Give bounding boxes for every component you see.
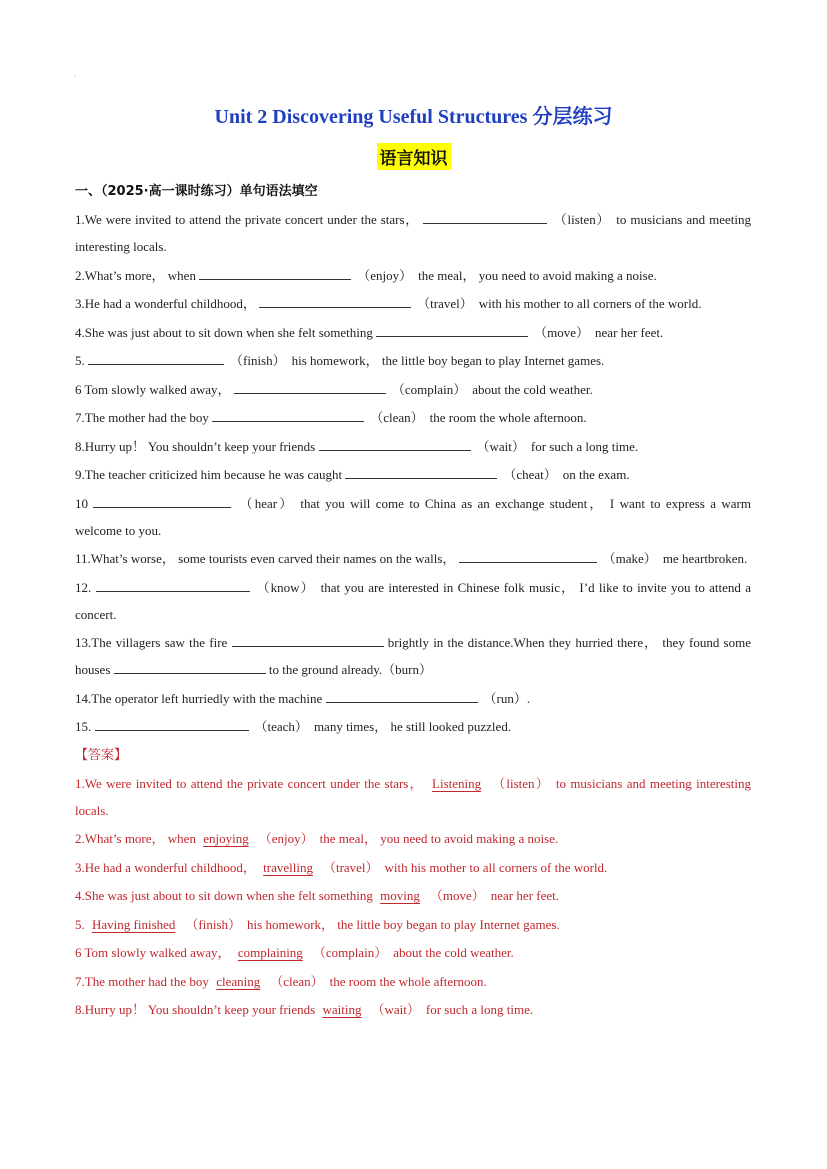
question-text: near her feet. xyxy=(595,324,664,340)
section-title: 一、（2025·高一课时练习）单句语法填空 xyxy=(75,184,318,199)
answer-hint: （complain） xyxy=(312,945,388,960)
question-text: on the exam. xyxy=(562,467,630,482)
question-text: 3.He had a wonderful childhood， xyxy=(75,296,260,311)
answer-fill: complaining xyxy=(237,945,303,960)
question-hint: （run）. xyxy=(483,690,531,706)
question-text: 7.The mother had the boy xyxy=(75,410,213,425)
question-text: me heartbroken. xyxy=(662,551,748,566)
answer-blank[interactable] xyxy=(199,263,351,280)
answer-fill: cleaning xyxy=(216,973,261,989)
exercise-content xyxy=(75,206,751,1025)
answer-fill: Having finished xyxy=(92,916,176,932)
question-text: 8.Hurry up！ You shouldn’t keep your friends xyxy=(75,438,319,454)
answer-fill: Listening xyxy=(432,775,482,791)
answer-hint: （enjoy） xyxy=(258,831,314,846)
question-hint: （travel） xyxy=(417,296,473,311)
answer-hint: （clean） xyxy=(270,973,324,989)
corner-dot: . xyxy=(74,70,76,79)
answer-text: 6 Tom slowly walked away， xyxy=(75,945,234,960)
answer-list xyxy=(75,770,751,1024)
question-text: to the ground already.（burn） xyxy=(265,662,432,677)
answer-fill: waiting xyxy=(322,1002,362,1017)
question-text: 9.The teacher criticized him because he was caught xyxy=(75,467,346,482)
answer-text: near her feet. xyxy=(490,888,559,903)
answer-item xyxy=(75,825,751,852)
answer-blank[interactable] xyxy=(88,348,224,365)
question-hint: （cheat） xyxy=(503,467,557,482)
answer-blank[interactable] xyxy=(423,207,547,224)
answer-label: 【答案】 xyxy=(75,747,128,763)
question-item xyxy=(75,574,751,628)
question-hint: （teach） xyxy=(254,719,308,734)
badge-wrap xyxy=(0,143,827,170)
answer-text: the meal， you need to avoid making a noise. xyxy=(319,831,559,846)
question-item xyxy=(75,262,751,289)
answer-fill: moving xyxy=(380,888,420,903)
question-text: with his mother to all corners of the world. xyxy=(478,296,702,311)
answer-fill: travelling xyxy=(263,859,313,875)
answer-blank[interactable] xyxy=(93,491,231,508)
answer-blank[interactable] xyxy=(326,686,478,703)
question-hint: （make） xyxy=(602,551,657,566)
answer-blank[interactable] xyxy=(234,377,386,394)
answer-hint: （listen） xyxy=(491,775,550,791)
section-badge: 语言知识 xyxy=(377,143,451,170)
question-text: his homework， the little boy began to play Internet games. xyxy=(291,353,605,368)
answer-item xyxy=(75,968,751,995)
question-text: the room the whole afternoon. xyxy=(429,410,587,425)
answer-text: 1.We were invited to attend the private concert under the stars， xyxy=(75,775,429,791)
question-item xyxy=(75,685,751,712)
answer-text: 8.Hurry up！ You shouldn’t keep your friends xyxy=(75,1002,319,1017)
question-text: 5. xyxy=(75,353,88,368)
question-text: that you will come to China as an exchange student， I want to express a warm welcome to you. xyxy=(75,495,751,538)
question-item xyxy=(75,376,751,403)
answer-blank[interactable] xyxy=(259,291,411,308)
question-text: for such a long time. xyxy=(530,438,639,454)
question-text: 11.What’s worse， some tourists even carved their names on the walls， xyxy=(75,551,459,566)
page-title: Unit 2 Discovering Useful Structures 分层练习 xyxy=(214,106,613,128)
answer-item xyxy=(75,911,751,938)
answer-item xyxy=(75,996,751,1023)
answer-item xyxy=(75,854,751,881)
question-text: 6 Tom slowly walked away， xyxy=(75,381,234,397)
answer-blank[interactable] xyxy=(319,434,471,451)
answer-hint: （move） xyxy=(429,888,485,903)
answer-text: the room the whole afternoon. xyxy=(329,973,487,989)
question-text: many times， he still looked puzzled. xyxy=(313,719,512,734)
answer-text: 4.She was just about to sit down when she felt something xyxy=(75,888,377,903)
answer-blank[interactable] xyxy=(376,320,528,337)
answer-hint: （travel） xyxy=(322,859,379,875)
answer-text: his homework， the little boy began to play Internet games. xyxy=(247,916,560,932)
question-text: brightly in the distance.When they hurried there， they found some houses xyxy=(75,635,751,677)
question-item xyxy=(75,545,751,572)
answer-text: for such a long time. xyxy=(425,1002,534,1017)
question-text: 1.We were invited to attend the private concert under the stars， xyxy=(75,212,424,227)
question-text: 13.The villagers saw the fire xyxy=(75,635,232,650)
answer-blank[interactable] xyxy=(345,462,497,479)
question-hint: （move） xyxy=(534,324,590,340)
question-hint: （listen） xyxy=(553,212,611,227)
answer-item xyxy=(75,939,751,966)
question-item xyxy=(75,206,751,260)
question-text: 14.The operator left hurriedly with the machine xyxy=(75,690,326,706)
question-item xyxy=(75,347,751,374)
question-item xyxy=(75,713,751,740)
question-text: 4.She was just about to sit down when she felt something xyxy=(75,324,377,340)
question-hint: （wait） xyxy=(476,438,525,454)
answer-blank[interactable] xyxy=(459,546,597,563)
question-hint: （complain） xyxy=(391,381,467,397)
answer-item xyxy=(75,882,751,909)
answer-blank[interactable] xyxy=(114,657,266,674)
question-text: about the cold weather. xyxy=(472,381,593,397)
question-text: 15. xyxy=(75,719,95,734)
answer-blank[interactable] xyxy=(95,714,249,731)
answer-hint: （finish） xyxy=(185,916,242,932)
answer-text: 2.What’s more， when xyxy=(75,831,200,846)
answer-text: 7.The mother had the boy xyxy=(75,973,213,989)
question-item xyxy=(75,433,751,460)
question-text: 10 xyxy=(75,495,94,511)
answer-blank[interactable] xyxy=(212,405,364,422)
question-hint: （hear） xyxy=(237,495,295,511)
answer-text: 3.He had a wonderful childhood， xyxy=(75,859,260,875)
question-item xyxy=(75,461,751,488)
question-text: 12. xyxy=(75,579,96,595)
question-text: the meal， you need to avoid making a noise. xyxy=(418,267,657,283)
question-hint: （finish） xyxy=(230,353,286,368)
question-text: that you are interested in Chinese folk music， I’d like to invite you to attend a concert. xyxy=(75,579,751,622)
answer-blank[interactable] xyxy=(232,630,384,647)
answer-text: about the cold weather. xyxy=(393,945,514,960)
question-item xyxy=(75,290,751,317)
question-hint: （clean） xyxy=(370,410,424,425)
question-item xyxy=(75,404,751,431)
question-item xyxy=(75,319,751,346)
question-text: 2.What’s more， when xyxy=(75,267,200,283)
question-item xyxy=(75,629,751,683)
question-hint: （enjoy） xyxy=(357,267,413,283)
answer-text: 5. xyxy=(75,916,88,932)
answer-fill: enjoying xyxy=(203,831,249,846)
answer-blank[interactable] xyxy=(96,575,250,592)
answer-text: with his mother to all corners of the world. xyxy=(384,859,608,875)
question-list xyxy=(75,206,751,740)
question-text: to musicians and meeting interesting locals. xyxy=(75,212,751,254)
question-hint: （know） xyxy=(255,579,315,595)
answer-item xyxy=(75,770,751,824)
question-item xyxy=(75,490,751,544)
answer-text: to musicians and meeting interesting locals. xyxy=(75,775,751,818)
answer-hint: （wait） xyxy=(371,1002,420,1017)
